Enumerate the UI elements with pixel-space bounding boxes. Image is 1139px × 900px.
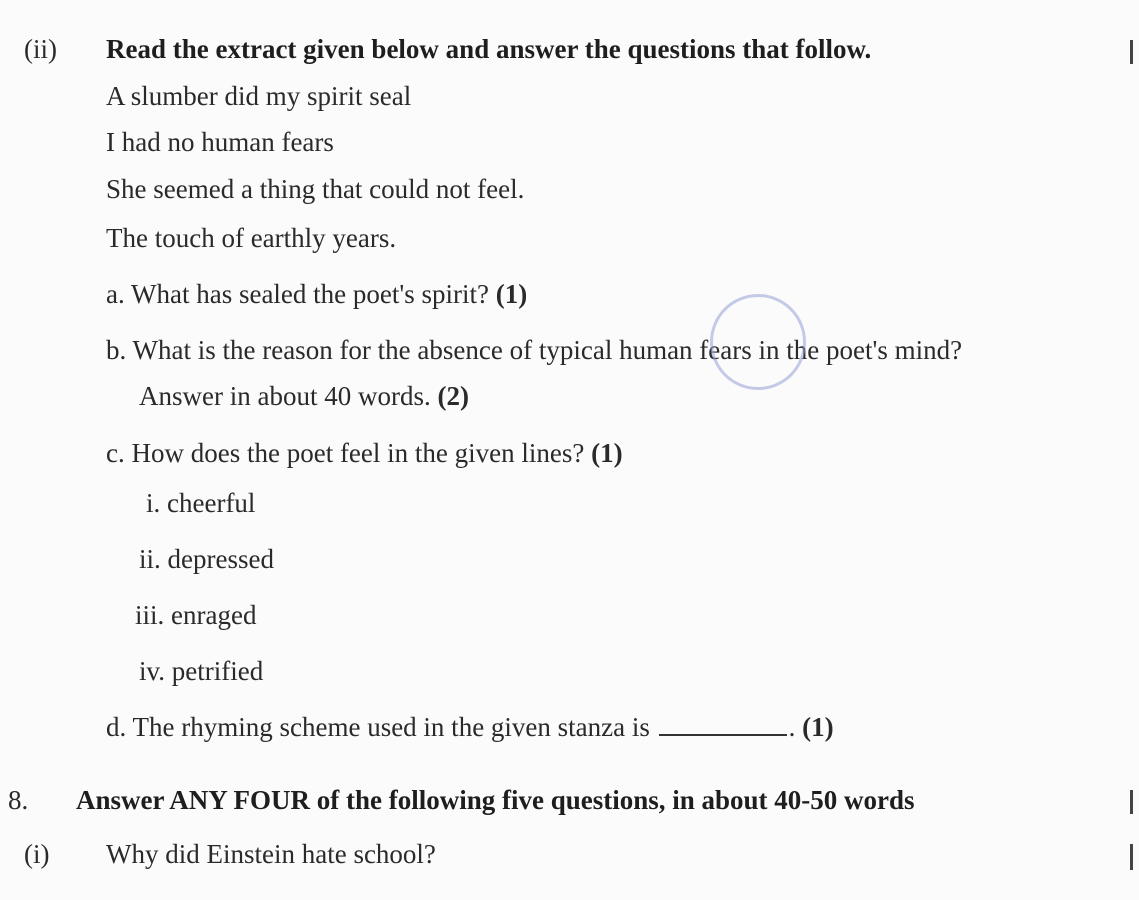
- question-c-text: c. How does the poet feel in the given lines?: [106, 438, 585, 468]
- extract-line-1: A slumber did my spirit seal: [106, 81, 412, 111]
- page-edge-mark-2: [1130, 790, 1133, 814]
- extract-line-2: I had no human fears: [106, 127, 334, 157]
- answer-blank[interactable]: [659, 714, 787, 736]
- question-a: [106, 278, 527, 310]
- section-instruction: Read the extract given below and answer the questions that follow.: [106, 34, 872, 64]
- option-ii: ii. depressed: [139, 544, 274, 574]
- question-8-i-text: Why did Einstein hate school?: [106, 839, 436, 869]
- question-d-period: .: [788, 712, 796, 742]
- question-8-instruction: Answer ANY FOUR of the following five questions, in about 40-50 words: [76, 785, 915, 815]
- question-b-line2: [139, 380, 469, 412]
- option-iii: iii. enraged: [135, 600, 257, 630]
- question-b-text: b. What is the reason for the absence of typical human fears in the poet's mind?: [106, 335, 963, 365]
- question-a-text: a. What has sealed the poet's spirit?: [106, 279, 489, 309]
- question-a-marks: (1): [495, 279, 528, 309]
- question-8-sub-number: (i): [24, 839, 50, 869]
- question-b-marks: (2): [437, 381, 469, 411]
- question-d-text: d. The rhyming scheme used in the given stanza is: [106, 712, 650, 742]
- question-c: [106, 437, 623, 469]
- option-i: i. cheerful: [146, 488, 256, 518]
- question-d: [106, 711, 834, 743]
- question-d-marks: (1): [802, 712, 834, 742]
- page-edge-mark-1: [1130, 40, 1133, 64]
- question-c-marks: (1): [591, 438, 623, 468]
- extract-line-4: The touch of earthly years.: [106, 223, 397, 253]
- extract-line-3: She seemed a thing that could not feel.: [106, 174, 525, 204]
- option-iv: iv. petrified: [139, 656, 264, 686]
- sub-question-number: (ii): [24, 34, 57, 64]
- question-b-word-limit: Answer in about 40 words.: [139, 381, 431, 411]
- question-number: 8.: [8, 785, 29, 815]
- question-b: [106, 334, 962, 366]
- page-edge-mark-3: [1130, 844, 1133, 870]
